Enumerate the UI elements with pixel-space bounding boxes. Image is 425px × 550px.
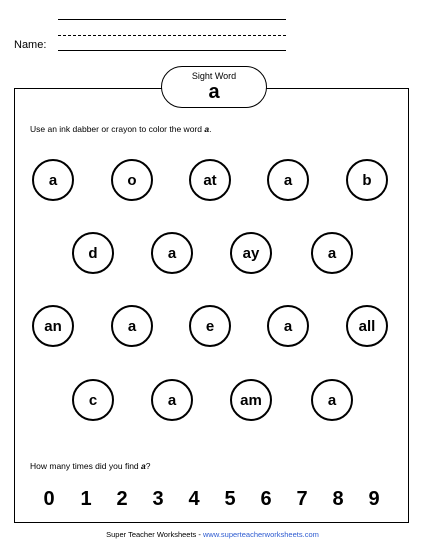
footer-url-link[interactable]: www.superteacherworksheets.com xyxy=(202,530,319,539)
number-choice-3[interactable]: 3 xyxy=(152,488,164,510)
question-suffix: ? xyxy=(145,461,151,471)
word-bubble[interactable] xyxy=(72,232,114,274)
bubble-word: a xyxy=(167,244,177,262)
bubble-word: e xyxy=(205,317,215,335)
number-choice-1[interactable]: 1 xyxy=(80,488,92,510)
instructions-word: a xyxy=(204,124,210,134)
tab-sight-word: a xyxy=(208,81,220,103)
footer xyxy=(0,530,425,539)
number-choice-0[interactable]: 0 xyxy=(43,488,55,510)
bubble-word: a xyxy=(327,391,337,409)
bubble-word: at xyxy=(203,171,217,189)
word-bubble[interactable] xyxy=(230,379,272,421)
count-question xyxy=(30,461,151,471)
word-bubble[interactable] xyxy=(32,159,74,201)
sight-word-tab xyxy=(161,66,267,108)
word-bubble[interactable] xyxy=(311,379,353,421)
number-choice-5[interactable]: 5 xyxy=(224,488,236,510)
bubble-word: a xyxy=(167,391,177,409)
word-bubble[interactable] xyxy=(111,305,153,347)
number-choice-7[interactable]: 7 xyxy=(296,488,308,510)
word-bubble[interactable] xyxy=(311,232,353,274)
bubble-word: a xyxy=(327,244,337,262)
question-word: a xyxy=(141,461,146,471)
word-bubble[interactable] xyxy=(230,232,272,274)
bubble-word: a xyxy=(127,317,137,335)
name-top-line xyxy=(58,19,286,20)
word-bubble[interactable] xyxy=(267,305,309,347)
bubble-word: c xyxy=(88,391,98,409)
bubble-word: o xyxy=(127,171,137,189)
tab-title: Sight Word xyxy=(191,71,237,81)
bubble-word: an xyxy=(44,317,62,335)
name-label: Name: xyxy=(14,39,47,51)
word-bubble[interactable] xyxy=(267,159,309,201)
word-bubble[interactable] xyxy=(151,379,193,421)
bubble-word: ay xyxy=(242,244,260,262)
bubble-word: a xyxy=(48,171,58,189)
number-choice-4[interactable]: 4 xyxy=(188,488,200,510)
bubble-word: a xyxy=(283,171,293,189)
word-bubble[interactable] xyxy=(111,159,153,201)
number-choice-2[interactable]: 2 xyxy=(116,488,128,510)
word-bubble[interactable] xyxy=(72,379,114,421)
bubble-word: all xyxy=(358,317,376,335)
instructions-suffix: . xyxy=(209,124,212,134)
number-choice-8[interactable]: 8 xyxy=(332,488,344,510)
name-dashed-line xyxy=(58,35,286,36)
word-bubble[interactable] xyxy=(189,305,231,347)
bubble-word: d xyxy=(88,244,98,262)
word-bubble[interactable] xyxy=(189,159,231,201)
word-bubble[interactable] xyxy=(346,159,388,201)
word-bubble[interactable] xyxy=(32,305,74,347)
bubble-word: b xyxy=(362,171,372,189)
footer-brand: Super Teacher Worksheets - xyxy=(106,530,203,539)
question-prefix: How many times did you find xyxy=(30,461,142,471)
number-choice-6[interactable]: 6 xyxy=(260,488,272,510)
word-bubble[interactable] xyxy=(346,305,388,347)
bubble-word: a xyxy=(283,317,293,335)
number-choice-9[interactable]: 9 xyxy=(368,488,380,510)
instructions-prefix: Use an ink dabber or crayon to color the word xyxy=(30,124,205,134)
word-bubble[interactable] xyxy=(151,232,193,274)
instructions xyxy=(30,124,211,134)
name-bottom-line[interactable] xyxy=(58,50,286,51)
bubble-word: am xyxy=(240,391,262,409)
